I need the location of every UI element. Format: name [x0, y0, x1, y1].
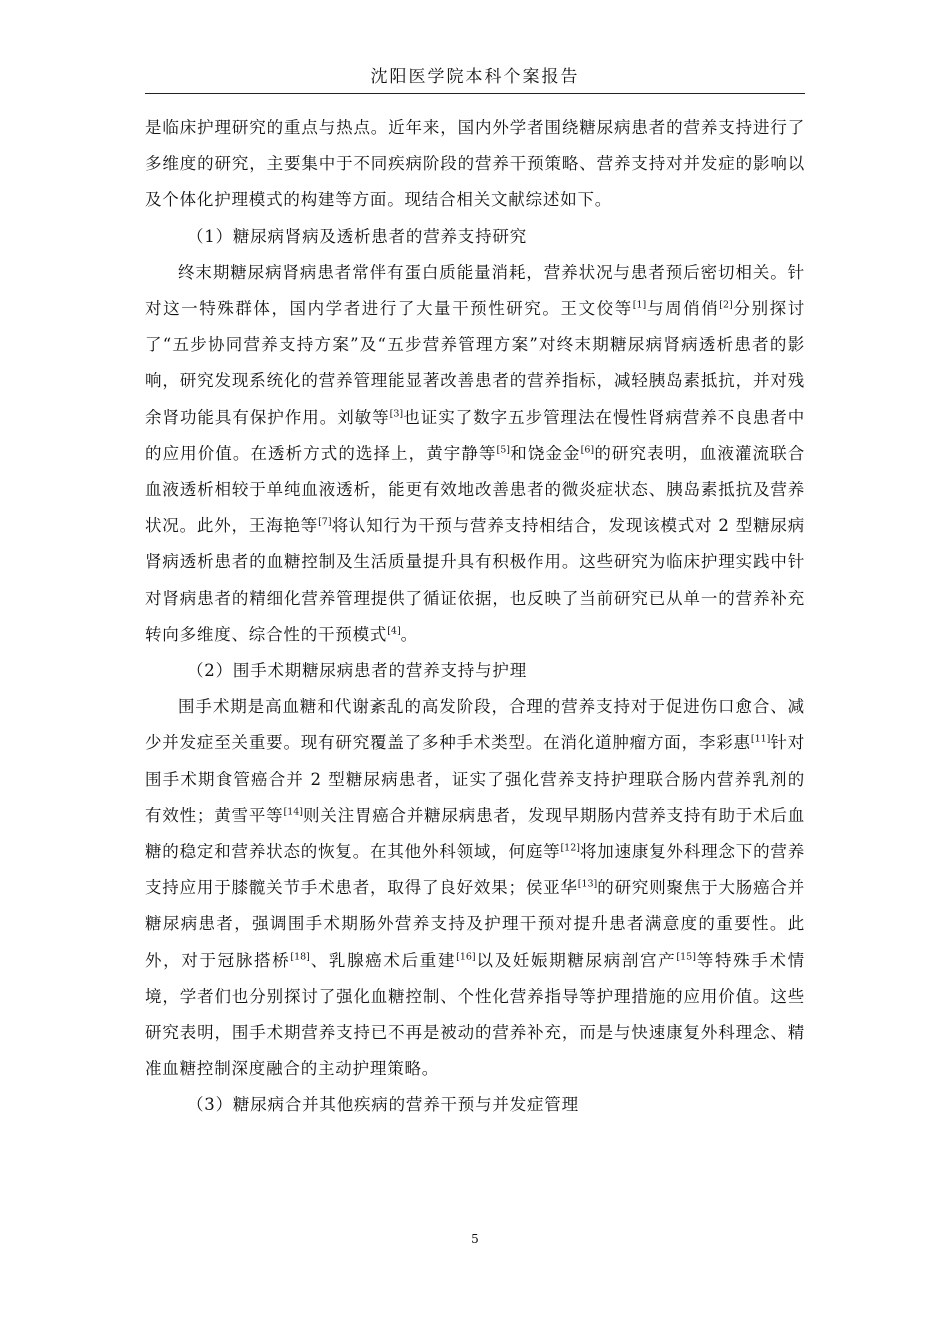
citation-ref: [13] [577, 878, 598, 890]
citation-ref: [4] [387, 625, 401, 637]
text-segment: 终末期糖尿病肾病患者常伴有蛋白质能量消耗，营养状况与患者预后密切相关。针对这一特殊群体，国内学者进行了大量干预性研究。王文佼等 [145, 262, 805, 319]
text-segment: 分别探讨了“五步协同营养支持方案”及“五步营养管理方案”对终末期糖尿病肾病透析患者的影响，研究发现系统化的营养管理能显著改善患者的营养指标，减轻胰岛素抵抗，并对残余肾功能具有保护作用。刘敏等 [145, 299, 805, 427]
text-segment: 和饶金金 [510, 443, 581, 463]
text-segment: 等特殊手术情境，学者们也分别探讨了强化血糖控制、个性化营养指导等护理措施的应用价值。这些研究表明，围手术期营养支持已不再是被动的营养补充，而是与快速康复外科理念、精准血糖控制深度融合的主动护理策略。 [145, 950, 805, 1079]
citation-ref: [16] [456, 951, 476, 963]
page-number: 5 [471, 1232, 479, 1246]
citation-ref: [3] [389, 408, 404, 420]
citation-ref: [15] [676, 951, 696, 963]
text-segment: 将加速康复外科理念下的营养支持应用于膝髋关节手术患者，取得了良好效果；侯亚华 [145, 842, 806, 898]
body-paragraph [145, 110, 805, 219]
text-segment: （1）糖尿病肾病及透析患者的营养支持研究 [187, 226, 527, 246]
page-header [145, 62, 805, 94]
text-segment: 围手术期是高血糖和代谢紊乱的高发阶段，合理的营养支持对于促进伤口愈合、减少并发症至关重要。现有研究覆盖了多种手术类型。在消化道肿瘤方面，李彩惠 [145, 697, 805, 753]
text-segment: 是临床护理研究的重点与热点。近年来，国内外学者围绕糖尿病患者的营养支持进行了多维度的研究，主要集中于不同疾病阶段的营养干预策略、营养支持对并发症的影响以及个体化护理模式的构建等方面。现结合相关文献综述如下。 [145, 118, 805, 210]
text-segment: 以及妊娠期糖尿病剖宫产 [475, 950, 677, 970]
text-segment: 针对围手术期食管癌合并 2 型糖尿病患者，证实了强化营养支持护理联合肠内营养乳剂的有效性；黄雪平等 [145, 733, 805, 825]
citation-ref: [5] [496, 444, 511, 456]
header-title: 沈阳医学院本科个案报告 [370, 67, 580, 87]
text-segment: 。 [400, 624, 418, 644]
text-segment: （3）糖尿病合并其他疾病的营养干预与并发症管理 [187, 1095, 579, 1115]
text-segment: 则关注胃癌合并糖尿病患者，发现早期肠内营养支持有助于术后血糖的稳定和营养状态的恢复。在其他外科领域，何庭等 [145, 805, 805, 862]
document-body [145, 110, 805, 1124]
text-segment: 的研究则聚焦于大肠癌合并糖尿病患者，强调围手术期肠外营养支持及护理干预对提升患者满意度的重要性。此外，对于冠脉搭桥 [145, 878, 806, 970]
text-segment: 也证实了数字五步管理法在慢性肾病营养不良患者中的应用价值。在透析方式的选择上，黄宇静等 [145, 407, 806, 463]
text-segment: 、乳腺癌术后重建 [309, 950, 457, 970]
citation-ref: [1] [632, 299, 647, 311]
section-heading [145, 1087, 805, 1123]
citation-ref: [14] [283, 806, 303, 818]
section-heading [145, 653, 805, 689]
citation-ref: [12] [560, 842, 580, 854]
citation-ref: [6] [580, 444, 595, 456]
text-segment: （2）围手术期糖尿病患者的营养支持与护理 [187, 661, 527, 681]
text-segment: 与周俏俏 [646, 299, 720, 319]
citation-ref: [11] [750, 733, 771, 745]
body-paragraph [145, 689, 805, 1087]
citation-ref: [2] [719, 299, 733, 311]
citation-ref: [7] [318, 516, 332, 528]
citation-ref: [18] [290, 951, 310, 963]
text-segment: 的研究表明，血液灌流联合血液透析相较于单纯血液透析，能更有效地改善患者的微炎症状态、胰岛素抵抗及营养状况。此外，王海艳等 [145, 443, 806, 536]
section-heading [145, 219, 805, 255]
text-segment: 将认知行为干预与营养支持相结合，发现该模式对 2 型糖尿病肾病透析患者的血糖控制及生活质量提升具有积极作用。这些研究为临床护理实践中针对肾病患者的精细化营养管理提供了循证依据，也反映了当前研究已从单一的营养补充转向多维度、综合性的干预模式 [145, 516, 806, 644]
body-paragraph [145, 255, 805, 653]
